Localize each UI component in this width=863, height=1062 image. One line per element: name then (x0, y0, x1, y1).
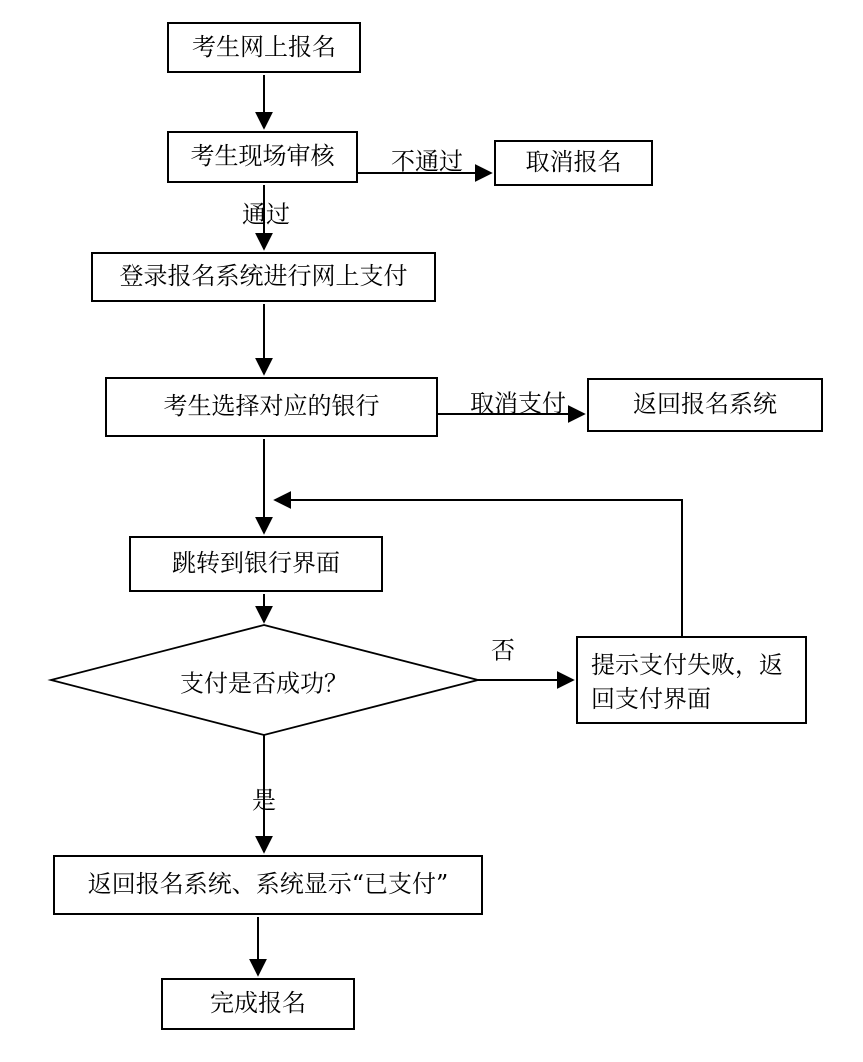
node-paid-display: 返回报名系统、系统显示“已支付” (53, 855, 483, 915)
node-login-pay: 登录报名系统进行网上支付 (91, 252, 436, 302)
node-register-online: 考生网上报名 (167, 22, 361, 73)
node-bank-page: 跳转到银行界面 (129, 536, 383, 592)
node-payment-failed: 提示支付失败，返回支付界面 (576, 636, 807, 724)
edge-label-not-pass: 不通过 (391, 147, 463, 176)
edge-label-pass: 通过 (242, 200, 290, 229)
node-payment-check-label: 支付是否成功？ (180, 669, 348, 698)
node-complete: 完成报名 (161, 978, 355, 1030)
node-cancel-registration: 取消报名 (494, 140, 653, 186)
node-return-system: 返回报名系统 (587, 378, 823, 432)
edge-label-no: 否 (491, 636, 515, 665)
node-onsite-review: 考生现场审核 (167, 131, 358, 183)
node-select-bank: 考生选择对应的银行 (105, 377, 438, 437)
edge-label-cancel-pay: 取消支付 (470, 389, 566, 418)
edge-label-yes: 是 (252, 786, 276, 815)
